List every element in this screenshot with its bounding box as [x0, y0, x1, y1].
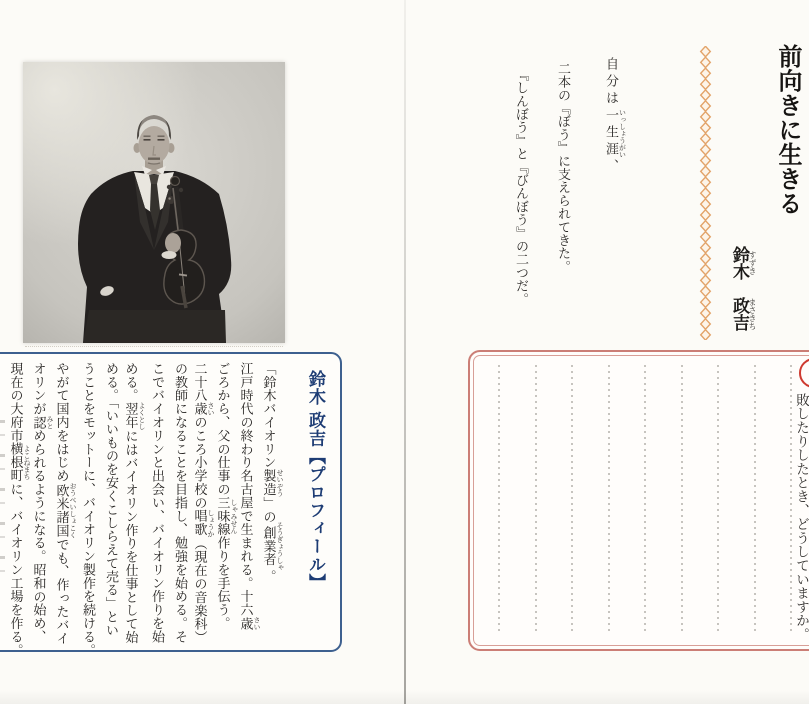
photo-edge-dotted-line [25, 346, 283, 347]
profile-line: める。翌年 よくとしにはバイオリン作りを仕事として始 [123, 362, 146, 645]
diamond-icon [701, 79, 711, 89]
portrait-photo-illustration [23, 62, 285, 343]
answer-writing-box [468, 350, 809, 651]
profile-line: 江戸時代の終わり名古屋で生まれる。十六歳 さい [238, 362, 261, 631]
diamond-icon [701, 68, 711, 78]
diamond-icon [701, 319, 711, 329]
diamond-icon [701, 308, 711, 318]
quote-line: 自分は一生涯 いっしょうがい、 [604, 57, 627, 176]
quote-line: 二本の『ぼう』に支えられてきた。 [556, 62, 571, 274]
diamond-icon [701, 264, 711, 274]
diamond-icon [701, 101, 711, 111]
diamond-icon [701, 188, 711, 198]
writing-guide-line [535, 365, 537, 633]
diamond-icon [701, 286, 711, 296]
diamond-icon [701, 57, 711, 67]
question-number-badge [799, 358, 809, 388]
diamond-icon [701, 166, 711, 176]
diamond-icon [701, 275, 711, 285]
diamond-chain-divider [699, 46, 712, 340]
profile-line: める。「いいものを安くこしらえて売る」とい [104, 362, 119, 637]
clipped-column-fragments [0, 420, 5, 580]
diamond-icon [701, 46, 711, 56]
diamond-icon [701, 177, 711, 187]
diamond-icon [701, 112, 711, 122]
diamond-icon [701, 330, 711, 340]
diamond-icon [701, 297, 711, 307]
profile-line: ごろから、父の仕事の三味線 しゃみせん作りを手伝う。 [215, 362, 238, 631]
profile-line: 二十八歳 さいのころ小学校の唱歌 しょうか（現在の音楽科） [192, 362, 215, 645]
diamond-icon [701, 144, 711, 154]
profile-line: やがて国内をはじめ欧米諸国 おうべいしょこくでも、作ったバイ [54, 362, 77, 646]
profile-line: の教師になることを目指し、勉強を始める。そ [173, 362, 188, 644]
diamond-icon [701, 210, 711, 220]
profile-title: 鈴木 政吉【プロフィール】 [306, 370, 325, 592]
diamond-icon [701, 253, 711, 263]
diamond-icon [701, 155, 711, 165]
profile-line: こでバイオリンと出会い、バイオリン作りを始 [150, 362, 165, 644]
profile-body [8, 362, 284, 657]
page-gutter-line [404, 0, 406, 704]
diamond-icon [701, 134, 711, 144]
page-title: 前向きに生きる [774, 44, 800, 216]
writing-guide-line [790, 365, 792, 633]
profile-content [0, 354, 340, 657]
profile-line: うことをモットーに、バイオリン製作を続ける。 [81, 362, 96, 657]
writing-guide-line [754, 365, 756, 633]
profile-box [0, 352, 342, 657]
question-text: 敗したりしたとき、どうしていますか。 [794, 393, 809, 642]
quote-line: 『しんぼう』と『びんぼう』の二つだ。 [514, 68, 529, 306]
diamond-icon [701, 199, 711, 209]
writing-guide-line [498, 365, 500, 633]
diamond-icon [701, 232, 711, 242]
diamond-icon [701, 123, 711, 133]
author-name: 鈴木 すずき 政吉 まさきち [730, 246, 757, 331]
writing-guide-line [571, 365, 573, 633]
profile-line: 「鈴木バイオリン製造 せいぞう」の創業者 そうぎょうしゃ。 [261, 362, 284, 583]
writing-guide-line [644, 365, 646, 633]
writing-guide-line [608, 365, 610, 633]
portrait-photo [23, 62, 285, 343]
page-bottom-shade [0, 690, 809, 704]
diamond-icon [701, 243, 711, 253]
diamond-icon [701, 90, 711, 100]
writing-guide-line [717, 365, 719, 633]
diamond-icon [701, 221, 711, 231]
profile-line: オリンが認 みとめられるようになる。昭和の始め、 [31, 362, 54, 644]
writing-guide-line [681, 365, 683, 633]
profile-line: 現在の大府市横根町 よこねまちに、バイオリン工場を作る。 [8, 362, 31, 657]
